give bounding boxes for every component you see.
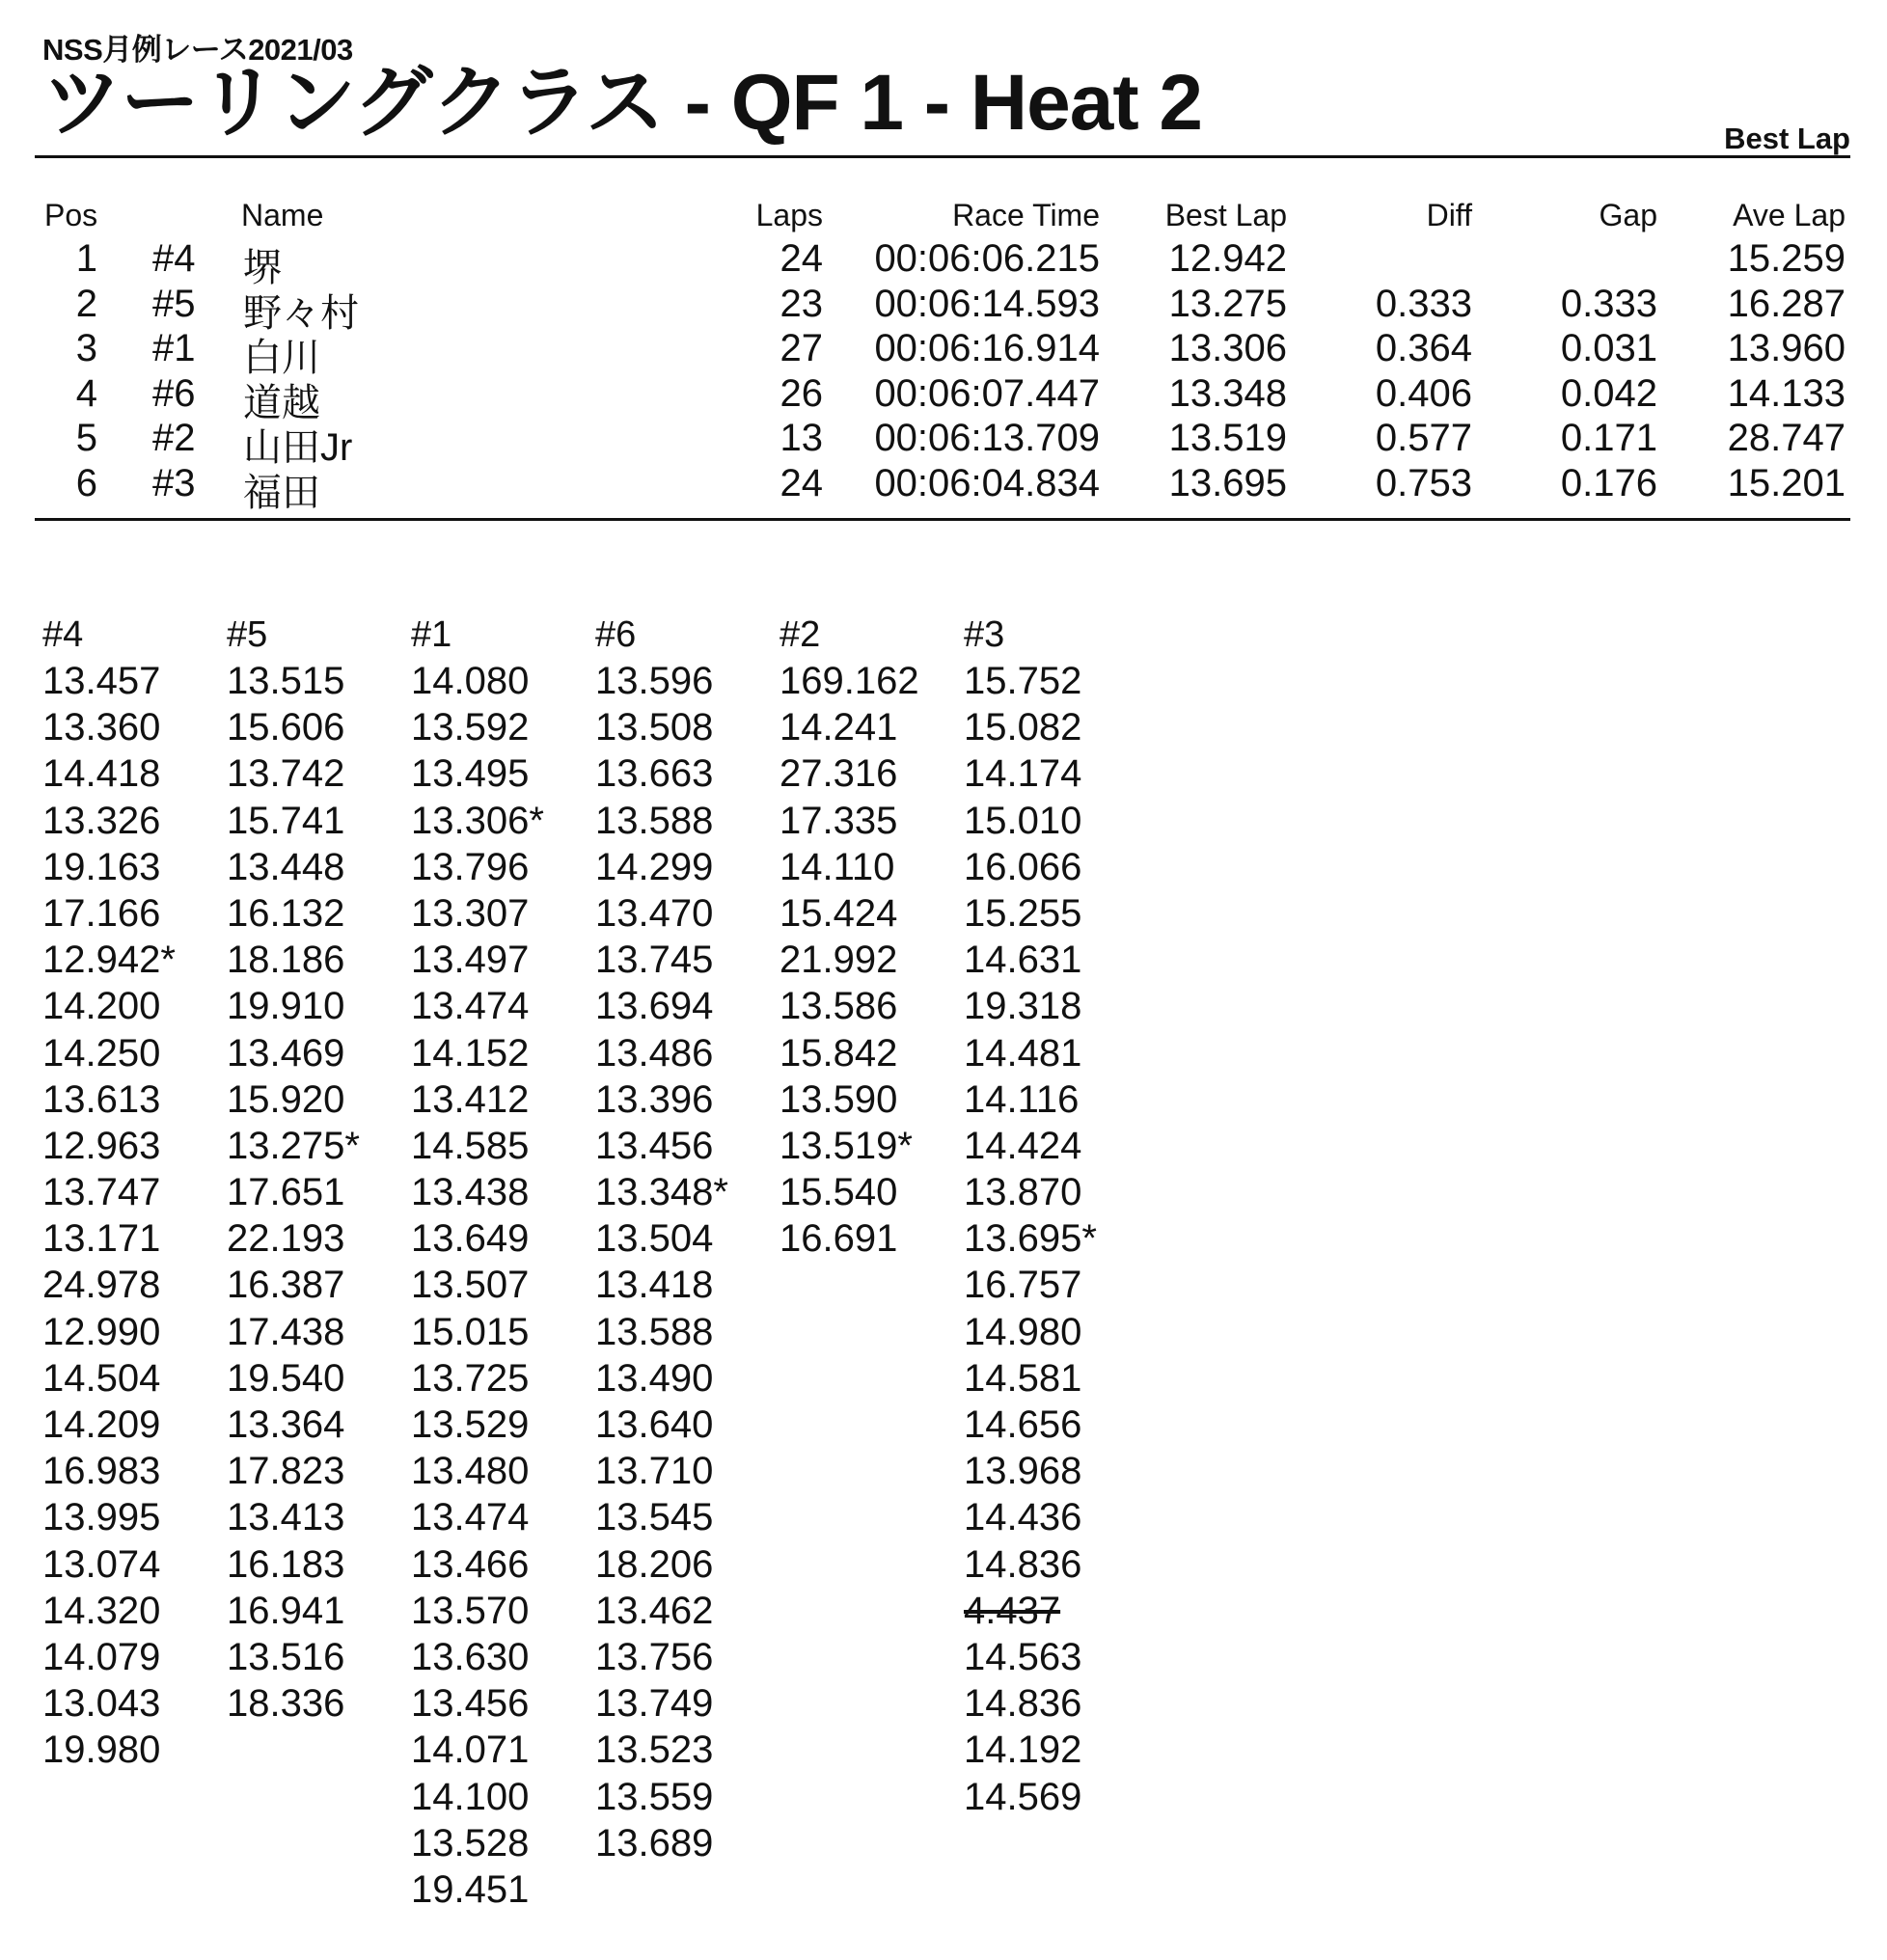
result-ave-lap: 14.133: [1727, 371, 1846, 415]
lap-time: 13.469: [227, 1031, 345, 1075]
result-car: #1: [152, 327, 196, 370]
result-diff: 0.333: [1375, 282, 1472, 325]
lap-time: 17.335: [779, 799, 898, 842]
lap-time: 14.585: [411, 1124, 530, 1167]
lap-time: 13.495: [411, 752, 530, 796]
lap-time: 16.183: [227, 1542, 345, 1586]
lap-time: 13.695*: [964, 1217, 1097, 1261]
lap-column: [779, 612, 963, 1262]
lap-time: 21.992: [779, 939, 898, 982]
result-pos: 4: [75, 371, 97, 415]
lap-time: 14.569: [964, 1775, 1082, 1818]
result-gap: 0.333: [1560, 282, 1657, 325]
result-car: #2: [152, 417, 196, 460]
result-ave-lap: 28.747: [1727, 417, 1846, 460]
result-laps: 27: [779, 327, 823, 370]
lap-time: 13.418: [595, 1264, 714, 1307]
lap-time: 13.710: [595, 1450, 714, 1493]
top-divider: [35, 155, 1850, 158]
result-car: #3: [152, 462, 196, 504]
lap-time: 14.200: [42, 985, 161, 1028]
lap-column-car: #5: [227, 614, 268, 655]
result-diff: 0.406: [1375, 371, 1472, 415]
result-best-lap: 13.348: [1168, 371, 1287, 415]
result-ave-lap: 13.960: [1727, 327, 1846, 370]
lap-time: 14.110: [779, 845, 895, 888]
lap-time: 13.364: [227, 1403, 345, 1446]
lap-time: 19.163: [42, 845, 161, 888]
result-diff: 0.577: [1375, 417, 1472, 460]
result-name: 白川: [243, 337, 320, 380]
lap-time: 13.043: [42, 1682, 161, 1726]
lap-time: 14.100: [411, 1775, 530, 1818]
lap-time: 14.656: [964, 1403, 1082, 1446]
lap-time: 13.968: [964, 1450, 1082, 1493]
lap-time: 16.066: [964, 845, 1082, 888]
lap-time: 13.515: [227, 660, 345, 702]
result-ave-lap: 15.201: [1727, 462, 1846, 504]
lap-time: 13.570: [411, 1589, 530, 1632]
result-best-lap: 13.695: [1168, 462, 1287, 504]
lap-time: 13.663: [595, 752, 714, 796]
lap-time: 18.206: [595, 1542, 714, 1586]
result-name: 堺: [243, 247, 282, 289]
lap-time: 17.166: [42, 891, 161, 935]
col-header-ave-lap: Ave Lap: [1733, 198, 1846, 232]
lap-time: 15.424: [779, 891, 898, 935]
lap-time: 13.490: [595, 1356, 714, 1400]
lap-time: 14.320: [42, 1589, 161, 1632]
lap-time: 14.980: [964, 1310, 1082, 1353]
lap-time: 16.941: [227, 1589, 345, 1632]
result-name: 道越: [243, 381, 320, 424]
lap-time: 18.336: [227, 1682, 345, 1726]
lap-time: 13.640: [595, 1403, 714, 1446]
lap-time: 13.466: [411, 1542, 530, 1586]
lap-column: [411, 612, 594, 1913]
lap-time: 13.742: [227, 752, 345, 796]
lap-time: 13.171: [42, 1217, 161, 1261]
lap-column-car: #2: [779, 614, 821, 655]
lap-time: 16.691: [779, 1217, 898, 1261]
lap-time: 14.116: [964, 1077, 1080, 1121]
result-race-time: 00:06:16.914: [874, 327, 1100, 370]
result-laps: 23: [779, 282, 823, 325]
lap-time: 15.752: [964, 660, 1082, 702]
lap-time: 14.299: [595, 845, 714, 888]
lap-time: 15.255: [964, 891, 1082, 935]
result-car: #4: [152, 237, 196, 280]
lap-column: [227, 612, 410, 1727]
result-gap: 0.042: [1560, 371, 1657, 415]
lap-time: 13.508: [595, 706, 714, 749]
lap-time: 13.545: [595, 1496, 714, 1539]
lap-time: 13.456: [411, 1682, 530, 1726]
lap-time: 13.480: [411, 1450, 530, 1493]
lap-time: 15.015: [411, 1310, 530, 1353]
col-header-name: Name: [241, 198, 324, 232]
lap-time: 13.307: [411, 891, 530, 935]
lap-time: 19.318: [964, 985, 1082, 1028]
col-header-laps: Laps: [755, 198, 823, 232]
lap-time: 14.152: [411, 1031, 530, 1075]
lap-time: 13.528: [411, 1821, 530, 1865]
lap-time: 13.306*: [411, 799, 544, 842]
result-laps: 24: [779, 237, 823, 280]
lap-time: 13.412: [411, 1077, 530, 1121]
result-name: 福田: [243, 472, 320, 514]
result-pos: 2: [75, 282, 97, 325]
lap-time: 13.470: [595, 891, 714, 935]
lap-time: 13.796: [411, 845, 530, 888]
lap-column: [595, 612, 779, 1866]
lap-time: 19.451: [411, 1867, 530, 1911]
lap-time: 22.193: [227, 1217, 345, 1261]
lap-column-car: #1: [411, 614, 452, 655]
lap-time: 13.413: [227, 1496, 345, 1539]
result-race-time: 00:06:13.709: [874, 417, 1100, 460]
lap-time: 14.563: [964, 1635, 1082, 1678]
result-gap: 0.176: [1560, 462, 1657, 504]
lap-time: 15.920: [227, 1077, 345, 1121]
lap-time: 13.396: [595, 1077, 714, 1121]
lap-column: [964, 612, 1147, 1820]
result-ave-lap: 15.259: [1727, 237, 1846, 280]
result-ave-lap: 16.287: [1727, 282, 1846, 325]
result-pos: 3: [75, 327, 97, 370]
lap-time: 14.079: [42, 1635, 161, 1678]
result-pos: 5: [75, 417, 97, 460]
lap-time: 13.448: [227, 845, 345, 888]
lap-time: 14.836: [964, 1682, 1082, 1726]
lap-time: 13.725: [411, 1356, 530, 1400]
lap-time: 13.590: [779, 1077, 898, 1121]
lap-time: 13.689: [595, 1821, 714, 1865]
result-car: #6: [152, 371, 196, 415]
result-gap: 0.171: [1560, 417, 1657, 460]
lap-time: 16.132: [227, 891, 345, 935]
lap-time: 13.649: [411, 1217, 530, 1261]
lap-time: 13.516: [227, 1635, 345, 1678]
lap-time: 13.074: [42, 1542, 161, 1586]
lap-time: 13.456: [595, 1124, 714, 1167]
lap-time: 4.437: [964, 1589, 1061, 1632]
result-pos: 6: [75, 462, 97, 504]
lap-time: 13.275*: [227, 1124, 360, 1167]
result-diff: 0.364: [1375, 327, 1472, 370]
lap-time: 13.756: [595, 1635, 714, 1678]
col-header-pos: Pos: [44, 198, 98, 232]
lap-time: 13.995: [42, 1496, 161, 1539]
lap-time: 13.360: [42, 706, 161, 749]
lap-time: 14.174: [964, 752, 1082, 796]
lap-time: 13.504: [595, 1217, 714, 1261]
lap-time: 15.842: [779, 1031, 898, 1075]
result-laps: 24: [779, 462, 823, 504]
lap-time: 18.186: [227, 939, 345, 982]
bottom-divider: [35, 518, 1850, 521]
lap-time: 14.080: [411, 660, 530, 702]
result-race-time: 00:06:14.593: [874, 282, 1100, 325]
result-laps: 13: [779, 417, 823, 460]
race-title: ツーリングクラス - QF 1 - Heat 2: [42, 59, 1203, 147]
lap-time: 13.519*: [779, 1124, 913, 1167]
lap-time: 13.586: [779, 985, 898, 1028]
result-race-time: 00:06:07.447: [874, 371, 1100, 415]
lap-time: 13.694: [595, 985, 714, 1028]
col-header-diff: Diff: [1426, 198, 1472, 232]
lap-time: 14.192: [964, 1729, 1082, 1772]
lap-time: 15.010: [964, 799, 1082, 842]
lap-time: 14.436: [964, 1496, 1082, 1539]
lap-time: 13.497: [411, 939, 530, 982]
lap-time: 14.631: [964, 939, 1082, 982]
lap-time: 17.651: [227, 1171, 345, 1214]
lap-time: 15.741: [227, 799, 345, 842]
lap-time: 13.613: [42, 1077, 161, 1121]
lap-time: 13.462: [595, 1589, 714, 1632]
result-best-lap: 13.306: [1168, 327, 1287, 370]
lap-time: 13.474: [411, 1496, 530, 1539]
result-best-lap: 13.519: [1168, 417, 1287, 460]
lap-time: 14.241: [779, 706, 898, 749]
lap-time: 13.457: [42, 660, 161, 702]
lap-time: 13.592: [411, 706, 530, 749]
lap-time: 24.978: [42, 1264, 161, 1307]
result-diff: 0.753: [1375, 462, 1472, 504]
lap-time: 16.387: [227, 1264, 345, 1307]
lap-time: 14.504: [42, 1356, 161, 1400]
lap-time: 14.424: [964, 1124, 1082, 1167]
lap-time: 17.823: [227, 1450, 345, 1493]
lap-time: 14.071: [411, 1729, 530, 1772]
result-best-lap: 12.942: [1168, 237, 1287, 280]
lap-time: 13.588: [595, 799, 714, 842]
lap-time: 13.474: [411, 985, 530, 1028]
result-name: 野々村: [243, 291, 359, 335]
lap-time: 13.529: [411, 1403, 530, 1446]
result-car: #5: [152, 282, 196, 325]
result-laps: 26: [779, 371, 823, 415]
result-pos: 1: [75, 237, 97, 280]
col-header-gap: Gap: [1599, 198, 1657, 232]
col-header-best-lap: Best Lap: [1164, 198, 1287, 232]
lap-time: 13.326: [42, 799, 161, 842]
result-race-time: 00:06:06.215: [874, 237, 1100, 280]
lap-time: 12.942*: [42, 939, 176, 982]
lap-time: 14.250: [42, 1031, 161, 1075]
lap-time: 13.486: [595, 1031, 714, 1075]
lap-column-car: #6: [595, 614, 637, 655]
lap-time: 13.747: [42, 1171, 161, 1214]
lap-time: 13.438: [411, 1171, 530, 1214]
lap-time: 13.507: [411, 1264, 530, 1307]
lap-time: 13.559: [595, 1775, 714, 1818]
lap-time: 17.438: [227, 1310, 345, 1353]
lap-time: 19.540: [227, 1356, 345, 1400]
result-name: 山田Jr: [243, 426, 353, 470]
event-subtitle: NSS月例レース2021/03: [42, 33, 353, 67]
result-best-lap: 13.275: [1168, 282, 1287, 325]
lap-time: 14.418: [42, 752, 161, 796]
lap-column: [42, 612, 226, 1774]
lap-time: 12.963: [42, 1124, 161, 1167]
lap-time: 13.870: [964, 1171, 1082, 1214]
result-race-time: 00:06:04.834: [874, 462, 1100, 504]
lap-time: 14.581: [964, 1356, 1082, 1400]
lap-time: 14.209: [42, 1403, 161, 1446]
lap-time: 19.980: [42, 1729, 161, 1772]
lap-time: 14.836: [964, 1542, 1082, 1586]
lap-time: 169.162: [779, 660, 919, 702]
col-header-race-time: Race Time: [952, 198, 1100, 232]
lap-time: 27.316: [779, 752, 898, 796]
lap-time: 13.523: [595, 1729, 714, 1772]
lap-time: 13.749: [595, 1682, 714, 1726]
result-gap: 0.031: [1560, 327, 1657, 370]
lap-time: 16.757: [964, 1264, 1082, 1307]
lap-time: 15.606: [227, 706, 345, 749]
lap-time: 13.630: [411, 1635, 530, 1678]
lap-column-car: #3: [964, 614, 1005, 655]
lap-time: 13.588: [595, 1310, 714, 1353]
lap-time: 14.481: [964, 1031, 1082, 1075]
lap-time: 13.596: [595, 660, 714, 702]
lap-time: 19.910: [227, 985, 345, 1028]
lap-time: 15.082: [964, 706, 1082, 749]
lap-time: 16.983: [42, 1450, 161, 1493]
lap-column-car: #4: [42, 614, 84, 655]
lap-time: 13.348*: [595, 1171, 728, 1214]
lap-time: 15.540: [779, 1171, 898, 1214]
lap-time: 13.745: [595, 939, 714, 982]
best-lap-label: Best Lap: [1724, 122, 1850, 155]
lap-time: 12.990: [42, 1310, 161, 1353]
